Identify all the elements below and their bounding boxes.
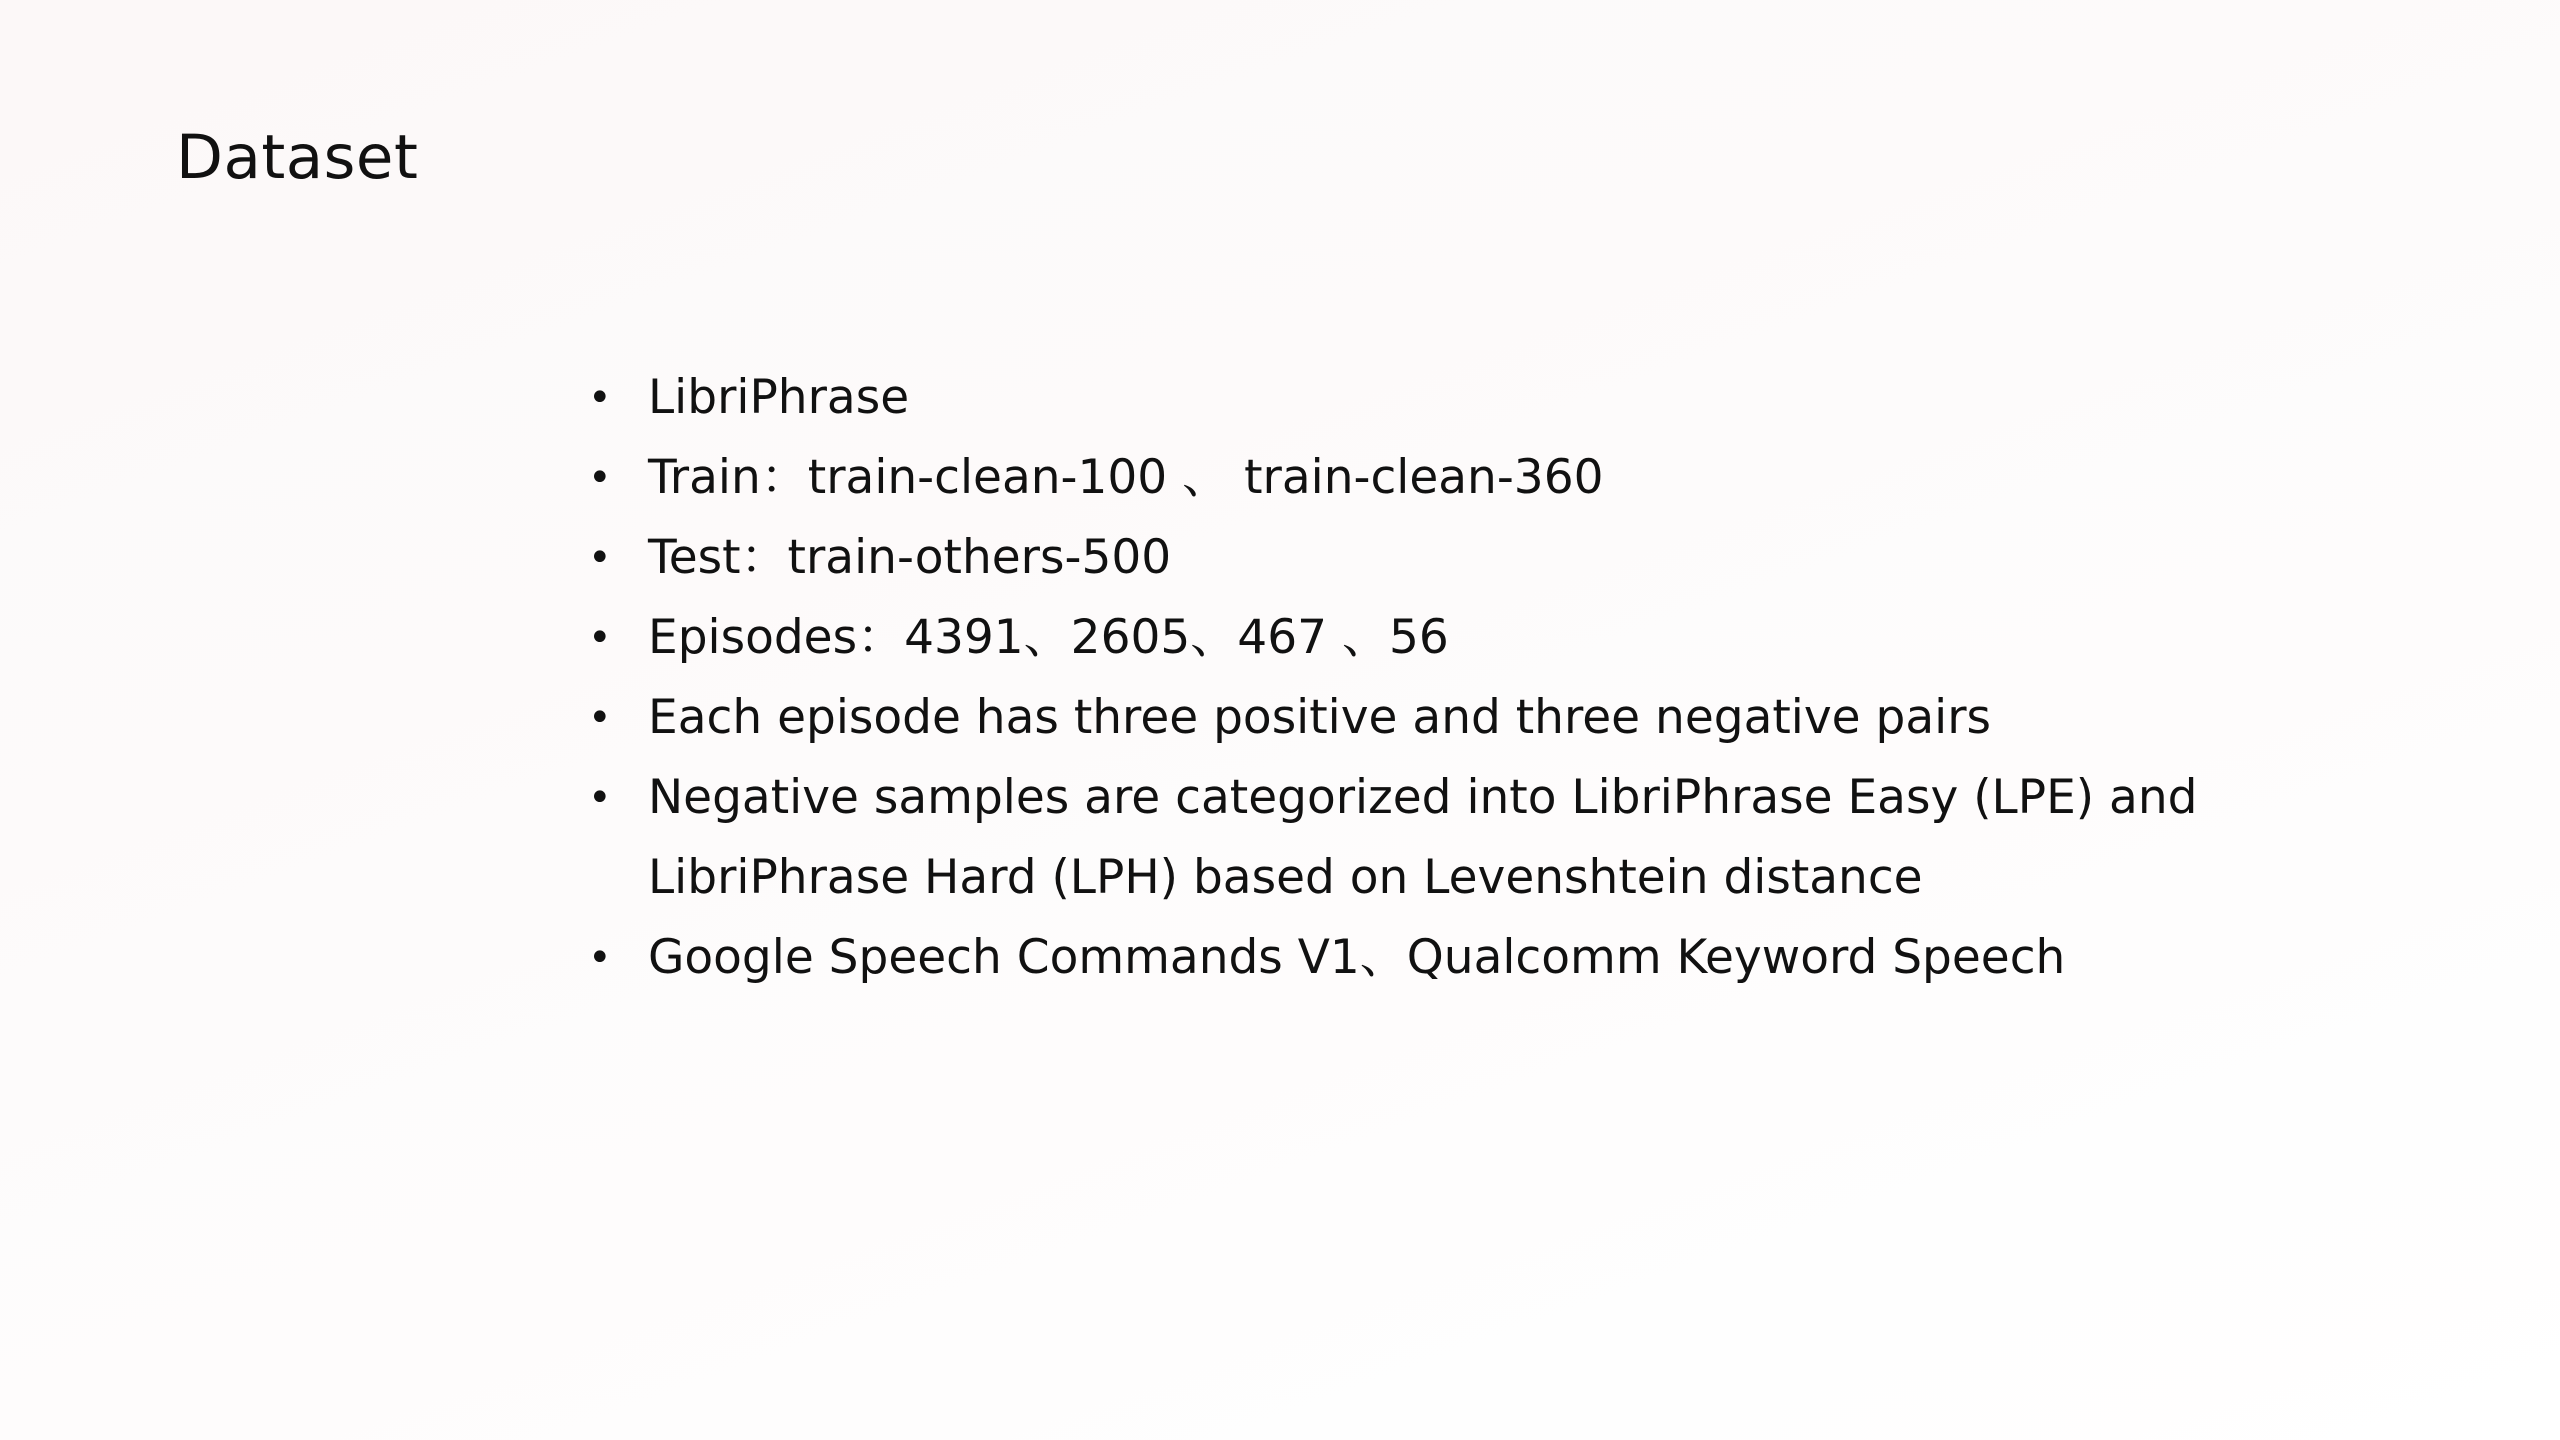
bullet-list [588,358,2468,998]
slide-title: Dataset [176,122,419,193]
bullet-text: Negative samples are categorized into LibriPhrase Easy (LPE) and LibriPhrase Hard (LPH) based on Levenshtein distance [648,770,2198,905]
bullet-item-train [588,438,2468,518]
bullet-icon: • [588,535,612,581]
bullet-icon: • [588,695,612,741]
bullet-item-negative-samples [588,758,2468,918]
bullet-icon: • [588,375,612,421]
bullet-item-episode-pairs [588,678,2468,758]
bullet-item-test [588,518,2468,598]
bullet-item-libriphrase [588,358,2468,438]
bullet-icon: • [588,615,612,661]
bullet-item-other-datasets [588,918,2468,998]
bullet-text: Google Speech Commands V1、Qualcomm Keyword Speech [648,930,2066,985]
bullet-icon: • [588,775,612,821]
bullet-text: Test：train-others-500 [648,530,1172,585]
bullet-text: Episodes：4391、2605、467 、56 [648,610,1449,665]
bullet-text: Each episode has three positive and three negative pairs [648,690,1992,745]
bullet-text: LibriPhrase [648,370,910,425]
bullet-item-episodes [588,598,2468,678]
bullet-text: Train：train-clean-100 、 train-clean-360 [648,450,1604,505]
bullet-icon: • [588,455,612,501]
bullet-icon: • [588,935,612,981]
